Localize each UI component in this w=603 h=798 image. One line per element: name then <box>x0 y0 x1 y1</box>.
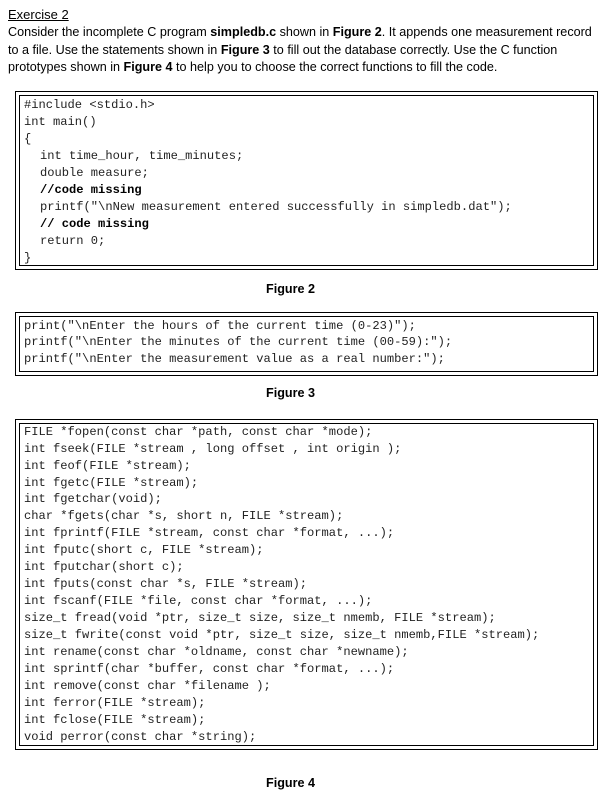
intro-text-4: to fill out the database correctly. Use the C function prototypes shown in <box>8 42 558 74</box>
code-line: printf("\nEnter the measurement value as a real number:"); <box>24 352 445 366</box>
prototype-line: int fgetchar(void); <box>24 492 162 506</box>
figure4-caption: Figure 4 <box>266 776 315 790</box>
prototype-line: int ferror(FILE *stream); <box>24 696 206 710</box>
prototype-line: int fscanf(FILE *file, const char *format, ...); <box>24 594 373 608</box>
prototype-line: size_t fwrite(const void *ptr, size_t size, size_t nmemb,FILE *stream); <box>24 628 540 642</box>
intro-figure2-ref: Figure 2 <box>332 25 382 39</box>
prototype-line: int fclose(FILE *stream); <box>24 713 206 727</box>
intro-filename: simpledb.c <box>210 25 277 39</box>
intro-figure3-ref: Figure 3 <box>220 42 270 57</box>
exercise-description <box>8 24 596 77</box>
code-line: double measure; <box>40 166 149 180</box>
code-line: { <box>24 132 32 146</box>
intro-figure4-ref: Figure 4 <box>123 60 173 74</box>
prototype-line: char *fgets(char *s, short n, FILE *stream); <box>24 509 344 523</box>
intro-text-2: shown in <box>276 25 333 39</box>
prototype-line: size_t fread(void *ptr, size_t size, size_t nmemb, FILE *stream); <box>24 611 496 625</box>
figure3-code-box <box>15 312 598 376</box>
prototype-line: int fputchar(short c); <box>24 560 184 574</box>
code-line: return 0; <box>40 234 106 248</box>
code-line: #include <stdio.h> <box>24 98 155 112</box>
code-line: print("\nEnter the hours of the current time (0-23)"); <box>24 319 416 333</box>
figure2-caption: Figure 2 <box>266 282 315 296</box>
prototype-line: int fgetc(FILE *stream); <box>24 476 199 490</box>
figure3-caption: Figure 3 <box>266 386 315 400</box>
intro-text-3: . It appends one measurement record to a file. Use the statements shown in <box>8 25 592 57</box>
prototype-line: int remove(const char *filename ); <box>24 679 271 693</box>
code-line: } <box>24 251 32 265</box>
figure2-code-box <box>15 91 598 270</box>
prototype-line: int rename(const char *oldname, const char *newname); <box>24 645 409 659</box>
code-line: int time_hour, time_minutes; <box>40 149 244 163</box>
prototype-line: int sprintf(char *buffer, const char *format, ...); <box>24 662 395 676</box>
prototype-line: void perror(const char *string); <box>24 730 257 744</box>
code-line: printf("\nNew measurement entered successfully in simpledb.dat"); <box>40 200 512 214</box>
intro-text-1: Consider the incomplete C program <box>8 25 211 39</box>
figure4-code-box <box>15 419 598 750</box>
prototype-line: int fprintf(FILE *stream, const char *format, ...); <box>24 526 395 540</box>
code-line: printf("\nEnter the minutes of the current time (00-59):"); <box>24 335 453 349</box>
prototype-line: int fputs(const char *s, FILE *stream); <box>24 577 308 591</box>
prototype-line: int fseek(FILE *stream , long offset , int origin ); <box>24 442 402 456</box>
code-comment: //code missing <box>40 183 142 197</box>
prototype-line: FILE *fopen(const char *path, const char *mode); <box>24 425 373 439</box>
code-line: int main() <box>24 115 97 129</box>
prototype-line: int feof(FILE *stream); <box>24 459 191 473</box>
intro-text-5: to help you to choose the correct functions to fill the code. <box>172 60 498 74</box>
code-comment: // code missing <box>40 217 149 231</box>
prototype-line: int fputc(short c, FILE *stream); <box>24 543 264 557</box>
exercise-title: Exercise 2 <box>8 7 69 22</box>
